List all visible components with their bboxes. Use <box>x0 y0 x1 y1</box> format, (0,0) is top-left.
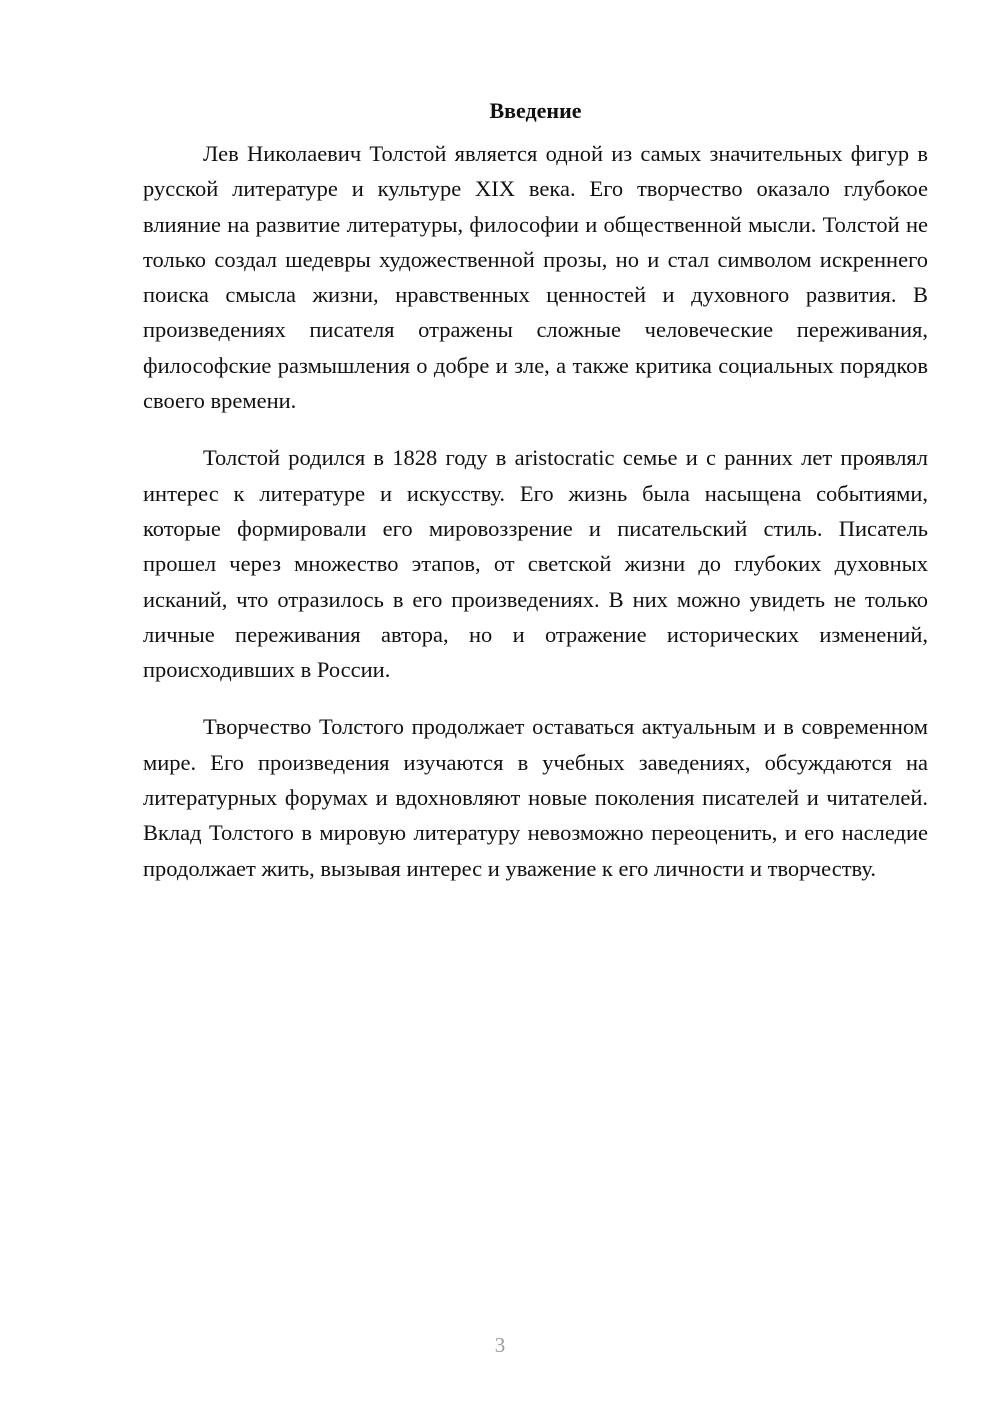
page-number: 3 <box>494 1333 506 1357</box>
paragraph-2: Толстой родился в 1828 году в aristocratic семье и с ранних лет проявлял интерес к литературе и искусству. Его жизнь была насыщена событиями, которые формировали его мировоззрение и писательский стиль. Писатель прошел через множество этапов, от светской жизни до глубоких духовных исканий, что отразилось в его произведениях. В них можно увидеть не только личные переживания автора, но и отражение исторических изменений, происходивших в России. <box>143 445 928 683</box>
paragraph-3: Творчество Толстого продолжает оставаться актуальным и в современном мире. Его произведения изучаются в учебных заведениях, обсуждаются на литературных форумах и вдохновляют новые поколения писателей и читателей. Вклад Толстого в мировую литературу невозможно переоценить, и его наследие продолжает жить, вызывая интерес и уважение к его личности и творчеству. <box>143 714 928 881</box>
page-content <box>143 96 928 908</box>
paragraph-1: Лев Николаевич Толстой является одной из самых значительных фигур в русской литературе и культуре XIX века. Его творчество оказало глубокое влияние на развитие литературы, философии и общественной мысли. Толстой не только создал шедевры художественной прозы, но и стал символом искреннего поиска смысла жизни, нравственных ценностей и духовного развития. В произведениях писателя отражены сложные человеческие переживания, философские размышления о добре и зле, а также критика социальных порядков своего времени. <box>143 141 928 414</box>
section-title: Введение <box>489 98 582 123</box>
